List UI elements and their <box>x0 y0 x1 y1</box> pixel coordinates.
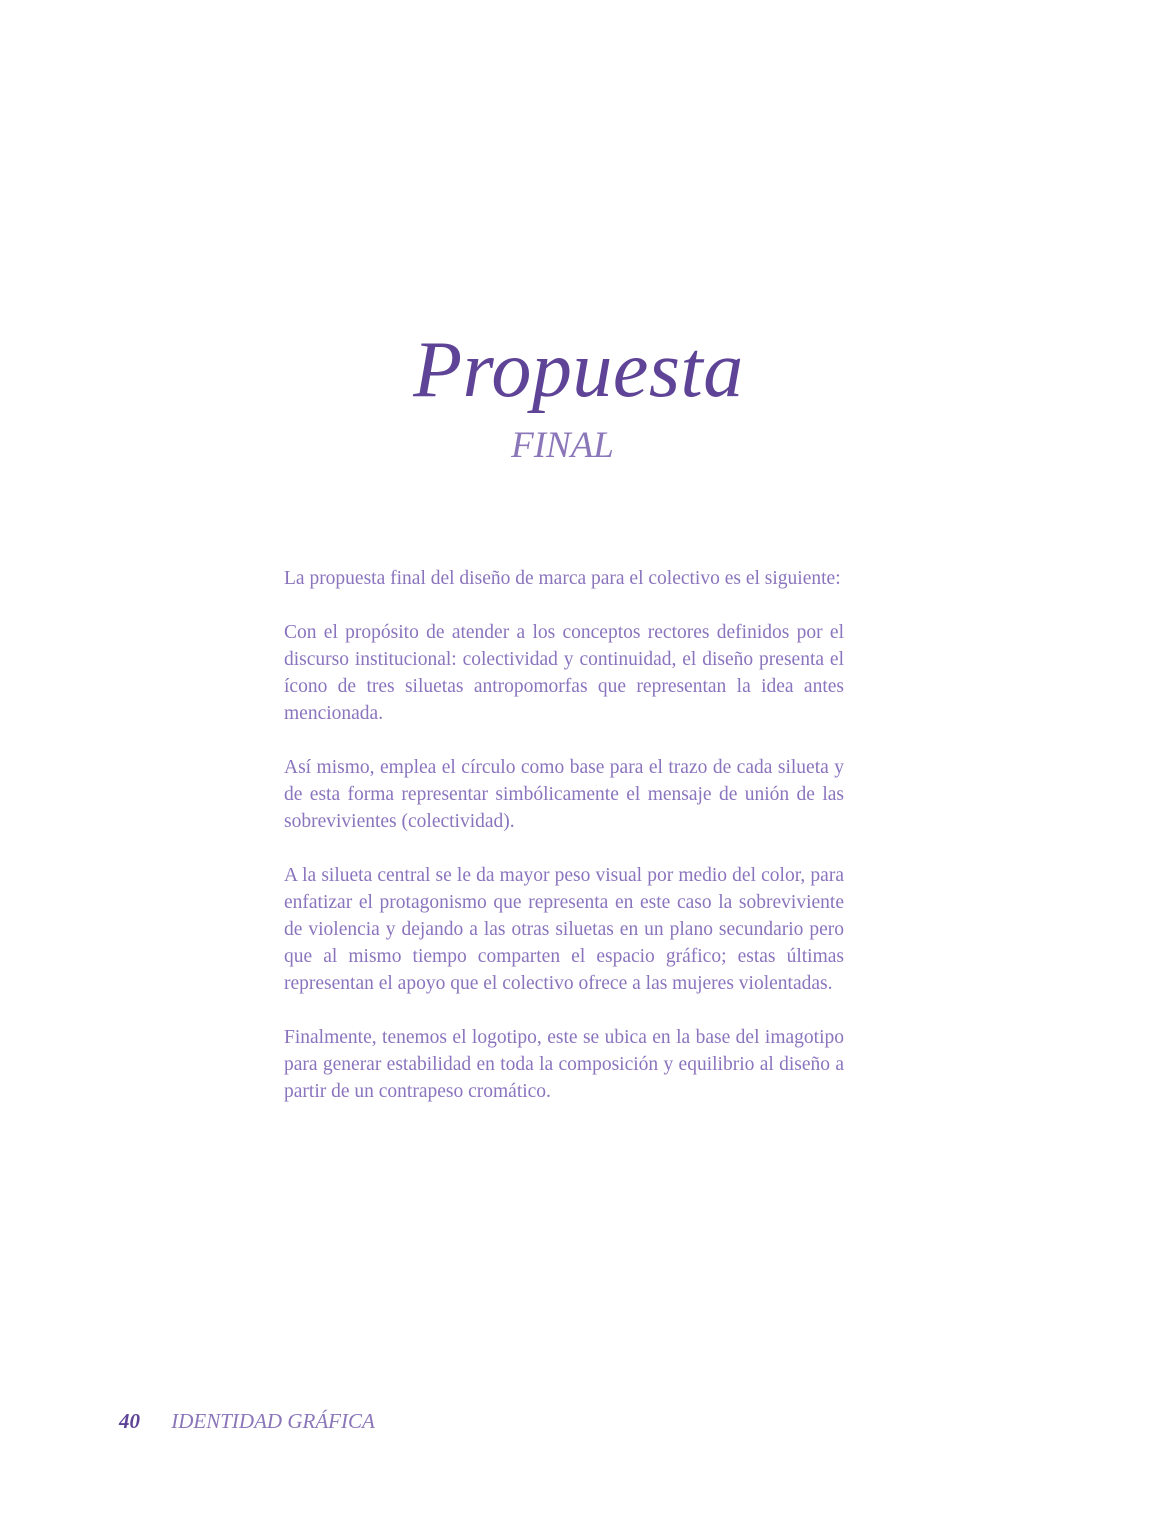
paragraph-central-silhouette: A la silueta central se le da mayor peso visual por medio del color, para enfatizar el protagonismo que representa en este caso la sobreviviente de violencia y dejando a las otras siluetas en un plano secundario pero que al mismo tiempo comparten el espacio gráfico; estas últimas representan el apoyo que el colectivo ofrece a las mujeres violentadas. <box>284 865 844 994</box>
page-number: 40 <box>119 1409 140 1433</box>
body-text <box>284 565 844 1132</box>
paragraph-concepts: Con el propósito de atender a los conceptos rectores definidos por el discurso institucional: colectividad y continuidad, el diseño presenta el ícono de tres siluetas antropomorfas que representan la idea antes mencionada. <box>284 622 844 724</box>
page-title: Propuesta <box>413 326 744 414</box>
paragraph-circle: Así mismo, emplea el círculo como base para el trazo de cada silueta y de esta forma representar simbólicamente el mensaje de unión de las sobrevivientes (colectividad). <box>284 757 844 832</box>
section-name: IDENTIDAD GRÁFICA <box>171 1409 375 1433</box>
page-subtitle: FINAL <box>511 425 614 466</box>
paragraph-logotype: Finalmente, tenemos el logotipo, este se ubica en la base del imagotipo para generar estabilidad en toda la composición y equilibrio al diseño a partir de un contrapeso cromático. <box>284 1027 844 1102</box>
page-footer <box>119 1406 375 1436</box>
paragraph-intro: La propuesta final del diseño de marca para el colectivo es el siguiente: <box>284 568 841 589</box>
